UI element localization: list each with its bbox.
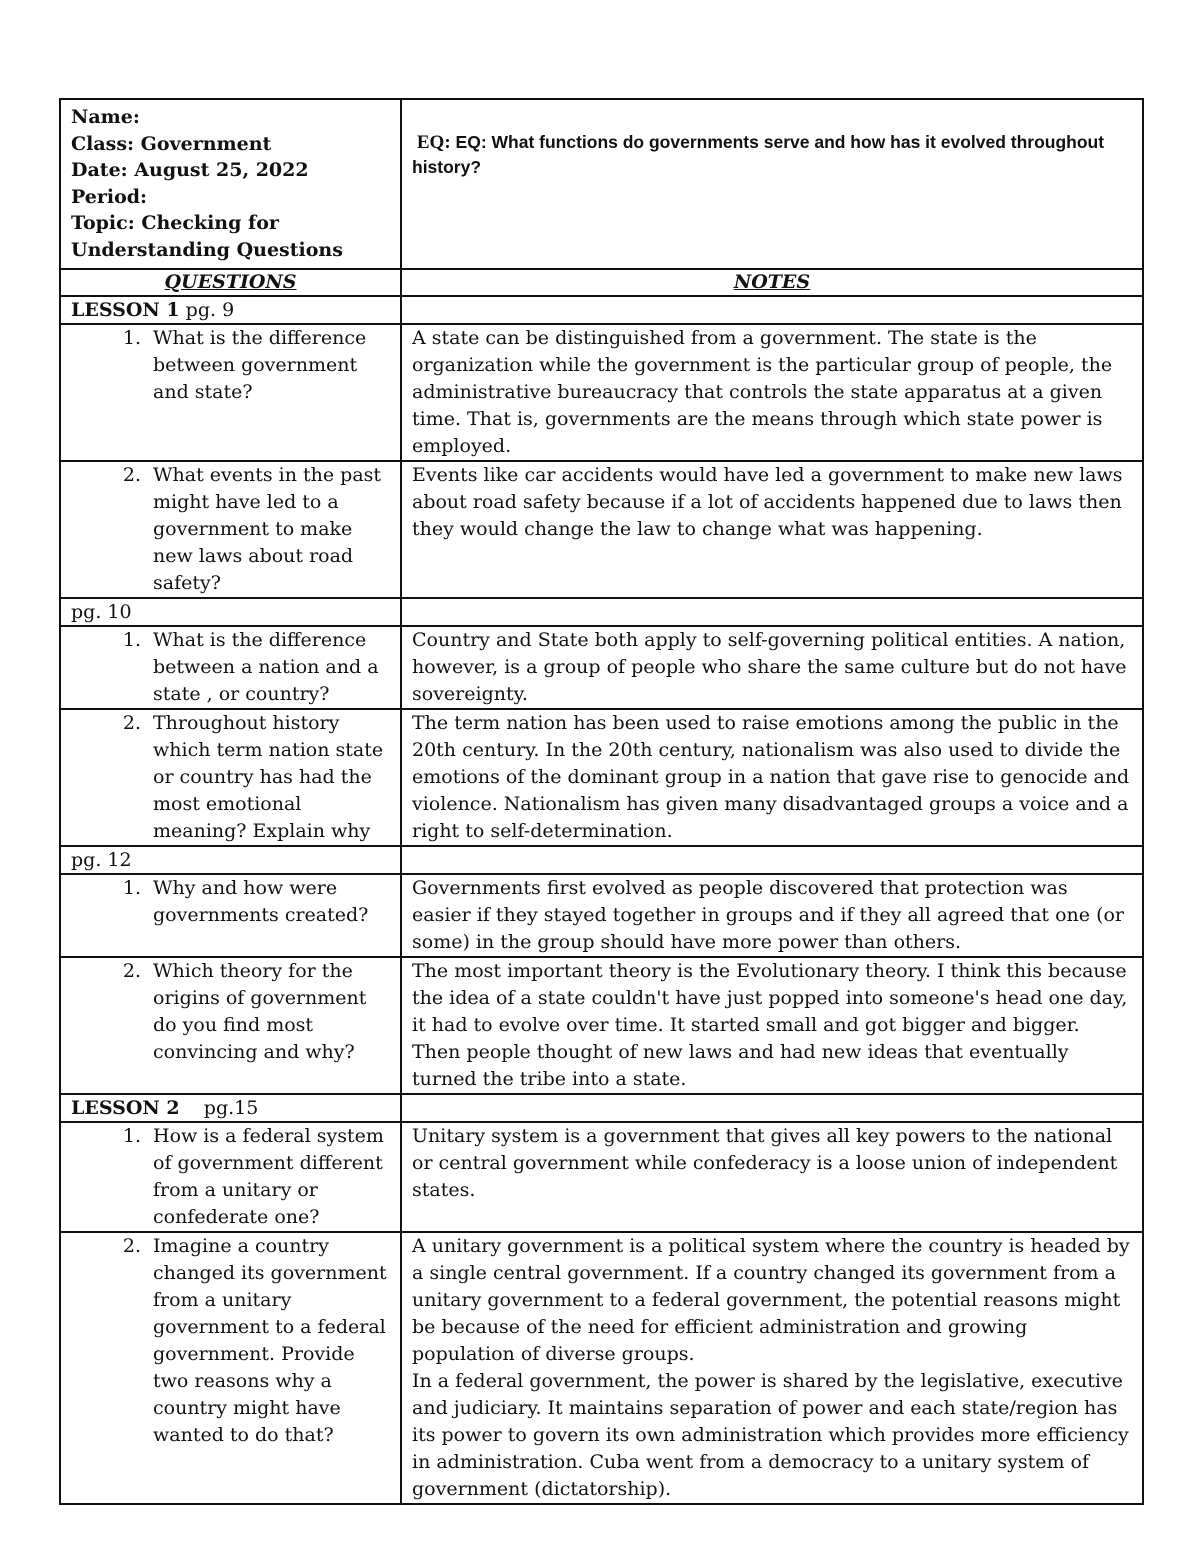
notes-cell: Events like car accidents would have led a government to make new laws about road safety because if a lot of accidents happened due to laws then they would change the law to change what was happening. <box>401 461 1143 598</box>
section-title-page: pg. 9 <box>179 299 235 321</box>
column-header-row <box>60 269 1143 296</box>
section-title-page: pg.15 <box>179 1097 259 1119</box>
section-title-bold: LESSON 2 <box>71 1097 180 1119</box>
notes-cell: Governments first evolved as people discovered that protection was easier if they stayed together in groups and if they all agreed that one (or some) in the group should have more power than others. <box>401 874 1143 957</box>
question-number: 1. <box>122 1125 141 1147</box>
notes-cell: The most important theory is the Evolutionary theory. I think this because the idea of a state couldn't have just popped into someone's head one day, it had to evolve over time. It started small and got bigger and bigger. Then people thought of new laws and had new ideas that eventually turned the tribe into a state. <box>401 957 1143 1094</box>
question-number: 2. <box>122 464 141 486</box>
topic-line: Topic: Checking for Understanding Questions <box>71 212 343 261</box>
question-text: What events in the past might have led to a government to make new laws about road safety? <box>153 464 382 594</box>
question-cell <box>60 324 401 461</box>
question-number: 2. <box>122 712 141 734</box>
question-row <box>60 957 1143 1094</box>
essential-question-cell <box>401 99 1143 269</box>
name-label: Name: <box>71 106 140 128</box>
question-number: 2. <box>122 1235 141 1257</box>
question-cell <box>60 1232 401 1504</box>
date-line: Date: August 25, 2022 <box>71 159 309 181</box>
question-text: Which theory for the origins of government do you find most convincing and why? <box>153 960 367 1063</box>
section-notes-blank <box>401 1094 1143 1122</box>
eq-label: EQ: <box>416 132 451 153</box>
section-title <box>60 598 401 626</box>
notes-cell <box>401 1232 1143 1504</box>
question-number: 1. <box>122 629 141 651</box>
question-cell <box>60 461 401 598</box>
student-info-cell <box>60 99 401 269</box>
notes-paragraph: In a federal government, the power is shared by the legislative, executive and judiciary. It maintains separation of power and each state/region has its power to govern its own administration which provides more efficiency in administration. Cuba went from a democracy to a unitary system of government (dictatorship). <box>412 1370 1129 1500</box>
question-text: How is a federal system of government different from a unitary or confederate one? <box>153 1125 384 1228</box>
class-line: Class: Government <box>71 132 272 155</box>
notes-cell: Country and State both apply to self-governing political entities. A nation, however, is a group of people who share the same culture but do not have sovereignty. <box>401 626 1143 709</box>
notes-cell: A state can be distinguished from a government. The state is the organization while the government is the particular group of people, the administrative bureaucracy that controls the state apparatus at a given time. That is, governments are the means through which state power is employed. <box>401 324 1143 461</box>
section-row <box>60 1094 1143 1122</box>
question-number: 1. <box>122 877 141 899</box>
notes-paragraph: A unitary government is a political system where the country is headed by a single central government. If a country changed its government from a unitary government to a federal government, the potential reasons might be because of the need for efficient administration and growing population of diverse groups. <box>412 1235 1130 1365</box>
section-row <box>60 846 1143 874</box>
question-row <box>60 626 1143 709</box>
question-cell <box>60 709 401 846</box>
section-title-bold: LESSON 1 <box>71 299 180 321</box>
worksheet-table <box>59 98 1144 1505</box>
question-text: Imagine a country changed its government from a unitary government to a federal government. Provide two reasons why a country might have wanted to do that? <box>153 1235 387 1446</box>
section-title-page: pg. 10 <box>71 601 132 623</box>
header-row <box>60 99 1143 269</box>
section-notes-blank <box>401 598 1143 626</box>
question-row <box>60 324 1143 461</box>
question-row <box>60 1232 1143 1504</box>
question-cell <box>60 1122 401 1232</box>
section-title <box>60 846 401 874</box>
section-row <box>60 598 1143 626</box>
question-text: What is the difference between a nation and a state , or country? <box>153 629 379 705</box>
question-text: Throughout history which term nation state or country has had the most emotional meaning? Explain why <box>153 712 384 842</box>
section-title <box>60 296 401 324</box>
question-text: Why and how were governments created? <box>153 877 369 926</box>
notes-cell: The term nation has been used to raise emotions among the public in the 20th century. In the 20th century, nationalism was also used to divide the emotions of the dominant group in a nation that gave rise to genocide and violence. Nationalism has given many disadvantaged groups a voice and a right to self-determination. <box>401 709 1143 846</box>
period-label: Period: <box>71 185 148 208</box>
question-cell <box>60 874 401 957</box>
eq-text: EQ: What functions do governments serve and how has it evolved throughout history? <box>412 132 1105 177</box>
notes-column-header: NOTES <box>401 269 1143 296</box>
section-title <box>60 1094 401 1122</box>
question-row <box>60 1122 1143 1232</box>
question-cell <box>60 957 401 1094</box>
section-notes-blank <box>401 296 1143 324</box>
section-notes-blank <box>401 846 1143 874</box>
section-row <box>60 296 1143 324</box>
section-title-page: pg. 12 <box>71 849 132 871</box>
question-text: What is the difference between government and state? <box>153 327 367 403</box>
question-row <box>60 874 1143 957</box>
question-row <box>60 461 1143 598</box>
question-number: 1. <box>122 327 141 349</box>
notes-cell: Unitary system is a government that gives all key powers to the national or central government while confederacy is a loose union of independent states. <box>401 1122 1143 1232</box>
question-cell <box>60 626 401 709</box>
questions-column-header: QUESTIONS <box>60 269 401 296</box>
essential-question <box>412 130 1132 180</box>
question-number: 2. <box>122 960 141 982</box>
question-row <box>60 709 1143 846</box>
